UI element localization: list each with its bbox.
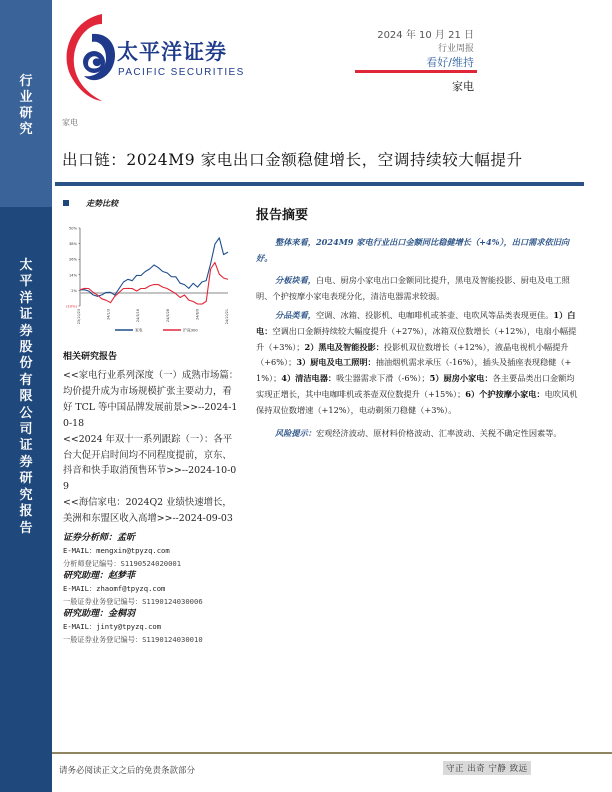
title-divider (55, 182, 584, 186)
disclaimer-note: 请务必阅读正文之后的免责条款部分 (59, 766, 196, 776)
report-date: 2024 年 10 月 21 日 (377, 30, 474, 41)
analyst-name: 研究助理：金桐羽 (63, 609, 136, 619)
analyst-name: 证券分析师：孟昕 (63, 533, 136, 543)
svg-text:24/1/3: 24/1/3 (106, 309, 111, 320)
analyst-list (63, 532, 248, 646)
rating: 看好/维持 (426, 56, 474, 69)
header-red-divider (355, 70, 477, 73)
sidebar-company-label: 太 平 洋 证 券 股 份 有 限 公 司 证 券 研 究 报 告 (19, 258, 33, 536)
related-report-link[interactable]: <<家电行业系列深度（一）成熟市场篇：均价提升成为市场规模扩张主要动力，看好 TCL 等中国品牌发展前景>>--2024-10-18 (63, 370, 239, 429)
section-bullet-icon (63, 200, 69, 206)
pacific-securities-logo-icon (62, 12, 122, 102)
summary-risk-paragraph: 风险提示：宏观经济波动、原材料价格波动、汇率波动、关税不确定性因素等。 (275, 428, 562, 438)
analyst-email[interactable]: E-MAIL：jinty@tpyzq.com (63, 622, 162, 631)
svg-text:14%: 14% (69, 273, 77, 278)
page-title: 出口链：2024M9 家电出口金额稳健增长，空调持续较大幅提升 (62, 151, 523, 169)
related-report-link[interactable]: <<海信家电：2024Q2 业绩快速增长，美洲和东盟区收入高增>>--2024-09-03 (63, 497, 233, 525)
company-motto: 守正 出奇 宁静 致远 (443, 761, 531, 775)
svg-text:2%: 2% (71, 288, 77, 293)
summary-overall-paragraph: 整体来看，2024M9 家电行业出口金额同比稳健增长（+4%），出口需求依旧向好。 (256, 237, 570, 263)
logo-chinese-name: 太平洋证券 (117, 40, 227, 64)
trend-heading: 走势比较 (86, 198, 118, 208)
related-reports-heading: 相关研究报告 (63, 352, 118, 362)
analyst-registration: 分析师登记编号：S1190524020001 (63, 558, 182, 568)
svg-text:(10%): (10%) (66, 304, 77, 309)
summary-segment-paragraph: 分板块看，白电、厨房小家电出口金额同比提升，黑电及智能投影、厨电及电工照明、个护按摩小家电表现分化，清洁电器需求较弱。 (256, 275, 570, 301)
svg-text:23/10/23: 23/10/23 (77, 309, 81, 325)
svg-text:26%: 26% (69, 257, 77, 262)
report-type: 行业周报 (437, 44, 474, 54)
summary-category-paragraph: 分品类看，空调、冰箱、投影机、电咖啡机或茶壶、电吹风等品类表现更佳。1）白电：空调出口金额持续较大幅度提升（+27%），冰箱双位数增长（+12%），电扇小幅提升（+3%）；2）黑电及智能投影：投影机双位数增长（+12%），液晶电视机小幅提升（+6%）；3）厨电及电工照明：抽油烟机需求承压（-16%），插头及插座表现稳健（+1%）；4）清洁电器：吸尘器需求下滑（-6%）；5）厨房小家电：各主要品类出口金额均实现正增长，其中电咖啡机或茶壶双位数提升（+15%）；6）个护按摩小家电：电吹风机保持双位数增速（+12%），电动剃须刀稳健（+3%）。 (256, 310, 578, 415)
trend-chart (55, 218, 240, 338)
svg-text:50%: 50% (69, 226, 77, 231)
summary-heading: 报告摘要 (256, 208, 309, 223)
related-report-link[interactable]: <<2024 年双十一系列跟踪（一）：各平台大促开启时间均不同程度提前，京东、抖音和快手取消预售环节>>--2024-10-09 (63, 433, 237, 493)
footer-divider (52, 752, 612, 754)
analyst-email[interactable]: E-MAIL：mengxin@tpyzq.com (63, 546, 170, 555)
logo-english-name: PACIFIC SECURITIES (118, 67, 245, 78)
svg-text:38%: 38% (69, 242, 77, 247)
analyst-registration: 一般证券业务登记编号：S1190124030006 (63, 596, 203, 606)
analyst-name: 研究助理：赵梦菲 (63, 571, 136, 581)
sector-label: 家电 (452, 80, 474, 93)
svg-text:24/10/21: 24/10/21 (225, 309, 229, 325)
related-reports-list (63, 368, 241, 527)
svg-text:24/8/9: 24/8/9 (195, 309, 200, 320)
svg-text:家电: 家电 (135, 327, 143, 333)
svg-text:24/3/16: 24/3/16 (136, 309, 141, 323)
svg-text:沪深300: 沪深300 (183, 327, 198, 333)
svg-text:24/5/28: 24/5/28 (165, 309, 170, 323)
analyst-email[interactable]: E-MAIL：zhaomf@tpyzq.com (63, 584, 166, 593)
breadcrumb: 家电 (62, 118, 78, 127)
sidebar-industry-research-label: 行 业 研 究 (19, 74, 33, 137)
analyst-registration: 一般证券业务登记编号：S1190124030010 (63, 634, 203, 644)
